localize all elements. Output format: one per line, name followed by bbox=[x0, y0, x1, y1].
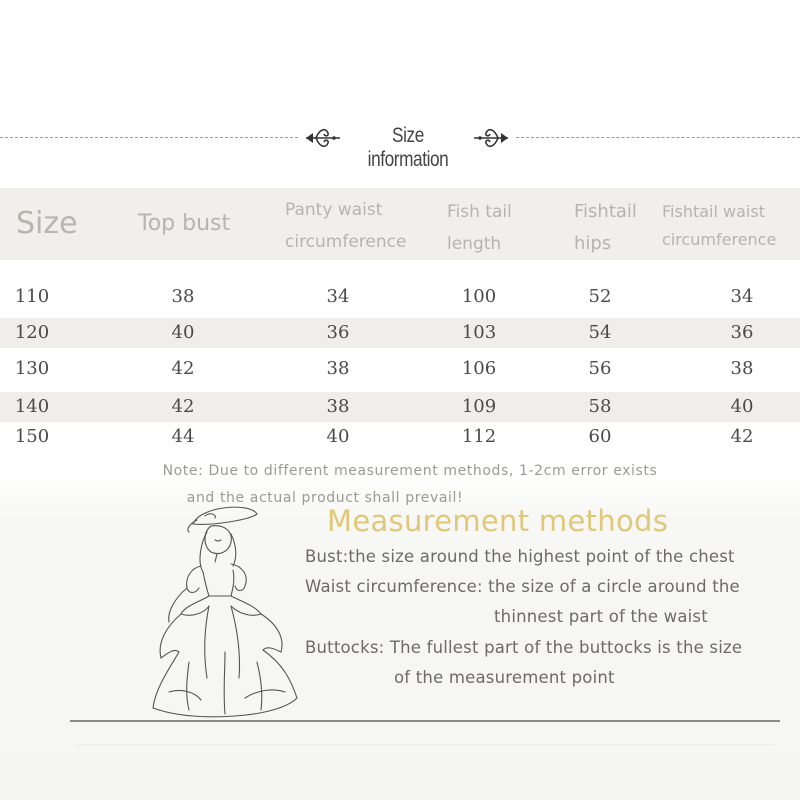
cell-fishtail-hips: 54 bbox=[588, 322, 612, 343]
header-fishtail-waist-line2: circumference bbox=[662, 230, 777, 249]
method-buttocks-line2: of the measurement point bbox=[394, 668, 615, 687]
cell-panty-waist: 40 bbox=[326, 426, 350, 447]
cell-fishtail-waist: 38 bbox=[730, 358, 754, 379]
cell-fish-tail-length: 100 bbox=[461, 286, 497, 307]
header-fishtail-hips-line1: Fishtail bbox=[574, 201, 637, 222]
cell-panty-waist: 36 bbox=[326, 322, 350, 343]
cell-fish-tail-length: 106 bbox=[461, 358, 497, 379]
header-panty-waist bbox=[285, 194, 425, 258]
cell-panty-waist: 38 bbox=[326, 396, 350, 417]
header-fishtail-waist bbox=[662, 198, 800, 254]
method-waist-line2: thinnest part of the waist bbox=[494, 607, 708, 626]
cell-top-bust: 38 bbox=[171, 286, 195, 307]
cell-fishtail-hips: 52 bbox=[588, 286, 612, 307]
size-information-heading bbox=[0, 118, 800, 171]
table-row bbox=[0, 422, 800, 452]
cell-size: 120 bbox=[14, 322, 50, 343]
header-size: Size bbox=[16, 206, 78, 241]
cell-panty-waist: 34 bbox=[326, 286, 350, 307]
table-row bbox=[0, 318, 800, 348]
cell-fishtail-waist: 42 bbox=[730, 426, 754, 447]
princess-dress-illustration bbox=[145, 502, 310, 720]
note-line-2: and the actual product shall prevail! bbox=[186, 490, 464, 506]
cell-fishtail-waist: 36 bbox=[730, 322, 754, 343]
cell-fishtail-waist: 40 bbox=[730, 396, 754, 417]
bottom-divider bbox=[70, 720, 780, 722]
method-waist-line1: Waist circumference: the size of a circle around the bbox=[305, 577, 740, 596]
method-bust: Bust:the size around the highest point of the chest bbox=[305, 547, 735, 566]
header-panty-waist-line1: Panty waist bbox=[285, 200, 383, 220]
flourish-right-icon bbox=[472, 124, 512, 152]
cell-fish-tail-length: 112 bbox=[461, 426, 497, 447]
header-fishtail-hips-line2: hips bbox=[574, 233, 612, 254]
cell-fish-tail-length: 103 bbox=[461, 322, 497, 343]
header-fishtail-waist-line1: Fishtail waist bbox=[662, 202, 765, 221]
header-fish-tail-line1: Fish tail bbox=[447, 202, 512, 222]
measurement-methods-title: Measurement methods bbox=[327, 504, 669, 538]
header-top-bust: Top bust bbox=[138, 211, 231, 236]
cell-size: 130 bbox=[14, 358, 50, 379]
size-table-header bbox=[0, 188, 800, 260]
table-row bbox=[0, 392, 800, 422]
cell-size: 110 bbox=[14, 286, 50, 307]
cell-top-bust: 44 bbox=[171, 426, 195, 447]
dashed-divider-right bbox=[516, 137, 800, 138]
section-title: Size information bbox=[367, 124, 449, 171]
cell-top-bust: 42 bbox=[171, 358, 195, 379]
header-fishtail-hips bbox=[574, 196, 654, 260]
header-fish-tail-length bbox=[447, 196, 537, 260]
method-buttocks-line1: Buttocks: The fullest part of the buttocks is the size bbox=[305, 638, 743, 657]
header-fish-tail-line2: length bbox=[447, 234, 502, 254]
cell-fishtail-waist: 34 bbox=[730, 286, 754, 307]
cell-size: 140 bbox=[14, 396, 50, 417]
cell-top-bust: 40 bbox=[171, 322, 195, 343]
header-panty-waist-line2: circumference bbox=[285, 232, 407, 252]
table-row bbox=[0, 354, 800, 384]
cell-panty-waist: 38 bbox=[326, 358, 350, 379]
bottom-faint-divider bbox=[75, 744, 775, 745]
flourish-left-icon bbox=[302, 124, 342, 152]
note-line-1: Note: Due to different measurement methods, 1-2cm error exists bbox=[162, 463, 658, 479]
cell-fishtail-hips: 60 bbox=[588, 426, 612, 447]
cell-top-bust: 42 bbox=[171, 396, 195, 417]
cell-size: 150 bbox=[14, 426, 50, 447]
cell-fishtail-hips: 58 bbox=[588, 396, 612, 417]
cell-fishtail-hips: 56 bbox=[588, 358, 612, 379]
cell-fish-tail-length: 109 bbox=[461, 396, 497, 417]
dashed-divider-left bbox=[0, 137, 298, 138]
table-row bbox=[0, 282, 800, 312]
